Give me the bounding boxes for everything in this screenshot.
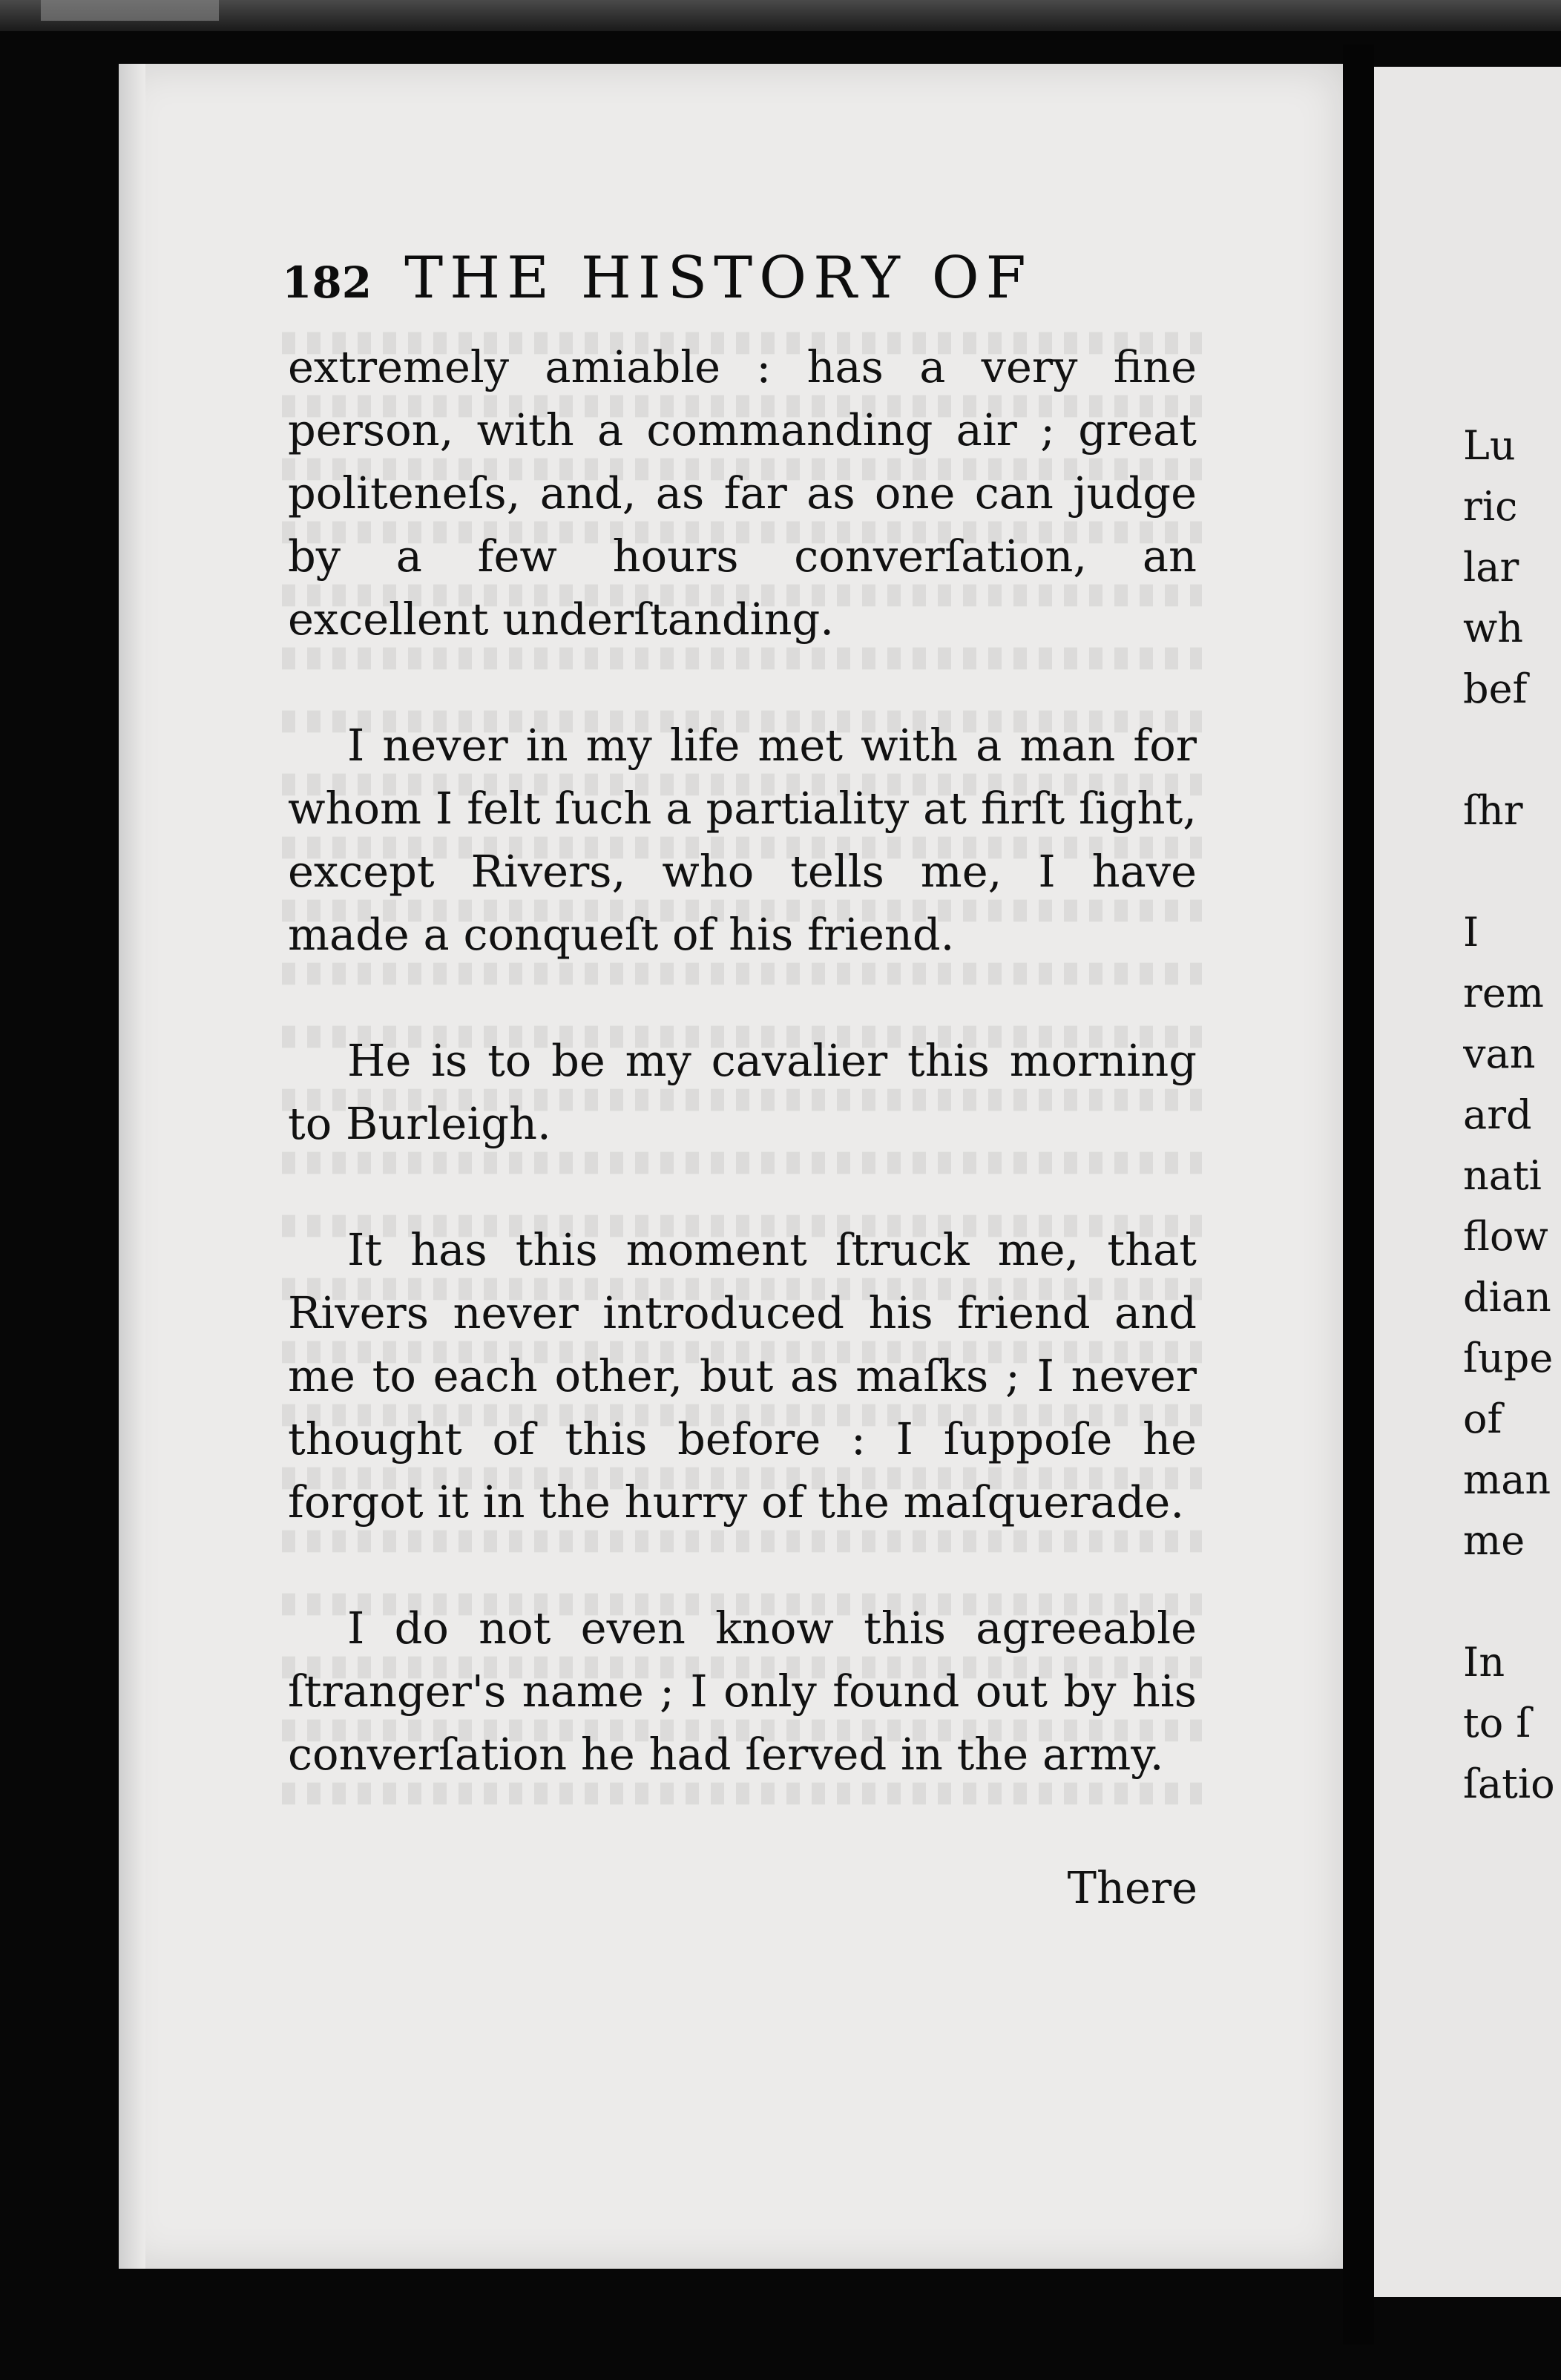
adjacent-line: nati — [1463, 1152, 1542, 1199]
adjacent-line: lar — [1463, 544, 1519, 591]
page-header — [282, 245, 1187, 312]
paragraph: I do not even know this agreeable ſtranger's name ; I only found out by his converſation he had ſerved in the army. — [288, 1602, 1197, 1780]
paragraph: It has this moment ſtruck me, that Rivers never introduced his friend and me to each other, but as maſks ; I never thought of this before : I ſuppoſe he forgot it in the hurry of the maſquerade. — [288, 1224, 1197, 1528]
page-body — [288, 335, 1197, 1849]
scan-top-edge — [0, 0, 1561, 31]
adjacent-line: ſatio — [1463, 1761, 1555, 1807]
adjacent-line: rem — [1463, 970, 1544, 1016]
adjacent-line: me — [1463, 1517, 1525, 1564]
adjacent-line: man — [1463, 1456, 1551, 1503]
catchword: There — [1067, 1862, 1197, 1913]
paragraph-continued: extremely amiable : has a very fine person, with a commanding air ; great politeneſs, and, as far as one can judge by a few hours converſation, an excellent underſtanding. — [288, 341, 1197, 645]
adjacent-line: to ſ — [1463, 1700, 1531, 1746]
adjacent-line: flow — [1463, 1213, 1548, 1260]
book-gutter — [1343, 45, 1374, 2344]
paragraph: I never in my life met with a man for whom I felt ſuch a partiality at firſt ſight, except Rivers, who tells me, I have made a conqueſt of his friend. — [288, 720, 1197, 960]
running-head: THE HISTORY OF — [404, 245, 1033, 312]
adjacent-line: ric — [1463, 483, 1518, 530]
adjacent-line: bef — [1463, 665, 1528, 712]
adjacent-line: ſupe — [1463, 1335, 1554, 1381]
adjacent-line — [1463, 1571, 1561, 1632]
adjacent-line — [1463, 720, 1561, 780]
adjacent-line: I — [1463, 909, 1479, 956]
adjacent-line: ard — [1463, 1091, 1532, 1138]
adjacent-line: Lu — [1463, 422, 1516, 469]
page-edge-shadow — [119, 64, 145, 2269]
scan-top-edge-highlight — [41, 0, 219, 21]
paragraph: He is to be my cavalier this morning to Burleigh. — [288, 1035, 1197, 1149]
adjacent-line: In — [1463, 1639, 1505, 1686]
adjacent-line: wh — [1463, 605, 1523, 651]
adjacent-page-text — [1463, 415, 1561, 1815]
adjacent-line: dian — [1463, 1274, 1551, 1321]
page-number: 182 — [282, 257, 372, 308]
adjacent-line: of — [1463, 1396, 1502, 1442]
adjacent-line: van — [1463, 1030, 1536, 1077]
adjacent-line — [1463, 841, 1561, 902]
adjacent-line: ſhr — [1463, 787, 1523, 834]
